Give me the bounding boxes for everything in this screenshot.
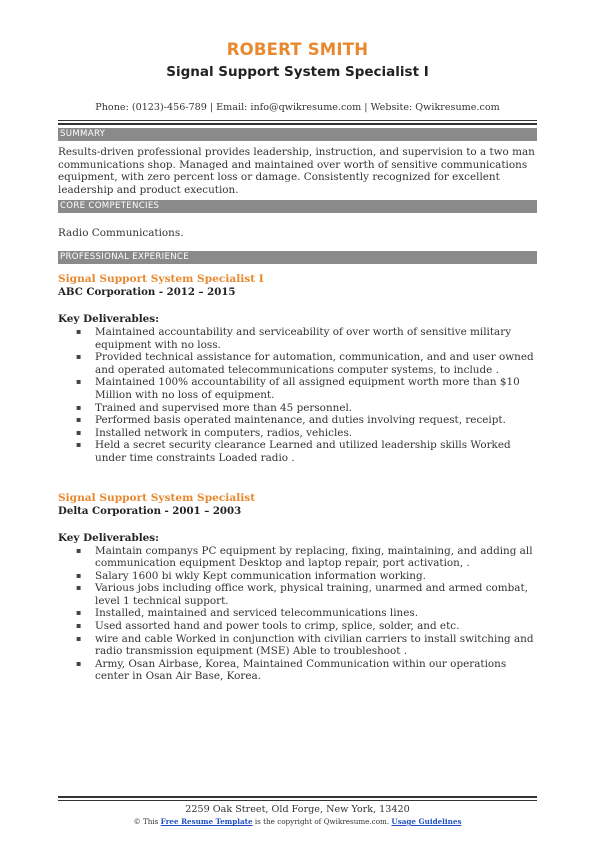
list-item: ▪ Salary 1600 bi wkly Kept communication information working. [95,570,537,583]
footer-address: 2259 Oak Street, Old Forge, New York, 13420 [185,804,410,815]
list-item: ▪ Army, Osan Airbase, Korea, Maintained Communication within our operations center in Osan Air Base, Korea. [95,658,537,683]
list-item: ▪ Installed network in computers, radios, vehicles. [95,427,537,440]
footer-copyright [58,817,537,827]
job-company: ABC Corporation - 2012 – 2015 [58,285,236,298]
header-divider-thick [58,123,537,125]
job-title: Signal Support System Specialist I [58,272,264,285]
experience-heading: PROFESSIONAL EXPERIENCE [58,251,537,264]
job-entry [58,492,537,684]
list-item: ▪ Provided technical assistance for automation, communication, and and user owned and operated automated telecommunications computer systems, to include . [95,351,537,376]
list-item: ▪ Maintain companys PC equipment by replacing, fixing, maintaining, and adding all communication equipment Desktop and laptop repair, port activation, . [95,545,537,570]
list-item: ▪ Used assorted hand and power tools to crimp, splice, solder, and etc. [95,620,537,633]
copyright-prefix: © This [133,817,161,826]
candidate-name: ROBERT SMITH [226,40,369,59]
job-company: Delta Corporation - 2001 – 2003 [58,504,242,517]
contact-line: Phone: (0123)-456-789 | Email: info@qwikresume.com | Website: Qwikresume.com [95,102,500,113]
list-item: ▪ Various jobs including office work, physical training, unarmed and armed combat, level 1 technical support. [95,582,537,607]
usage-guidelines-link[interactable]: Usage Guidelines [391,817,462,826]
list-item: ▪ Performed basis operated maintenance, and duties involving request, receipt. [95,414,537,427]
list-item: ▪ Maintained accountability and serviceability of over worth of sensitive military equipment with no loss. [95,326,537,351]
header-divider-thin [58,120,537,121]
candidate-title: Signal Support System Specialist I [166,64,429,80]
list-item: ▪ Maintained 100% accountability of all assigned equipment worth more than $10 Million with no loss of equipment. [95,376,537,401]
list-item: ▪ Held a secret security clearance Learned and utilized leadership skills Worked under time constraints Loaded radio . [95,439,537,464]
list-item: ▪ Trained and supervised more than 45 personnel. [95,402,537,415]
deliverables-list [58,545,537,684]
resume-page [58,0,537,683]
competencies-heading: CORE COMPETENCIES [58,200,537,213]
list-item: ▪ Installed, maintained and serviced telecommunications lines. [95,607,537,620]
free-resume-template-link[interactable]: Free Resume Template [160,817,253,826]
footer-divider [58,796,537,801]
deliverables-label: Key Deliverables: [58,531,159,544]
copyright-middle: is the copyright of Qwikresume.com. [252,817,392,826]
summary-heading: SUMMARY [58,128,537,141]
summary-text: Results-driven professional provides leadership, instruction, and supervision to a two man communications shop. Managed and maintained over worth of sensitive communications equipment, with zero percent loss or damage. Consistently recognized for excellent leadership and product execution. [58,146,535,196]
deliverables-label: Key Deliverables: [58,312,159,325]
job-title: Signal Support System Specialist [58,491,256,504]
job-entry [58,273,537,465]
list-item: ▪ wire and cable Worked in conjunction with civilian carriers to install switching and radio transmission equipment (MSE) Able to troubleshoot . [95,633,537,658]
deliverables-list [58,326,537,465]
competencies-text: Radio Communications. [58,227,184,240]
